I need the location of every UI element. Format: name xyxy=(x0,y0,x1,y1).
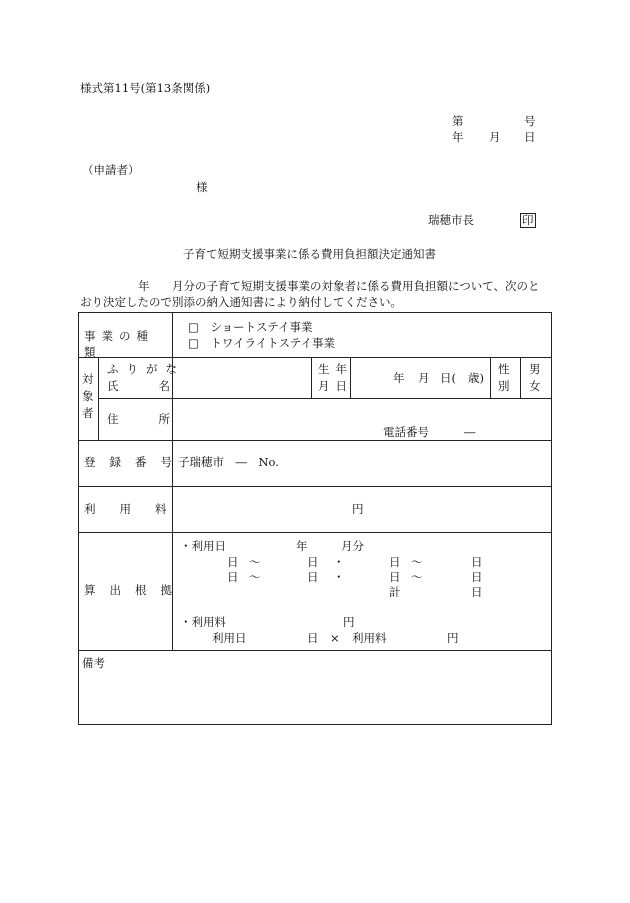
body-year: 年 xyxy=(138,279,150,293)
body-line-1: 月分の子育て短期支援事業の対象者に係る費用負担額について、次のと xyxy=(172,279,540,293)
fee-heading-yen: 円 xyxy=(343,615,355,629)
date-day: 日 xyxy=(524,130,536,144)
fee-heading: ・利用料 xyxy=(180,615,226,629)
fee-label: 利用料 xyxy=(84,502,191,516)
basis-dot: ・ xyxy=(333,570,345,584)
issuer: 瑞穂市長 xyxy=(428,213,474,227)
phone-dash: ― xyxy=(464,425,476,439)
twilight-stay-checkbox[interactable]: □ トワイライトステイ事業 xyxy=(188,336,336,350)
formula-yen: 円 xyxy=(447,631,459,645)
phone-label: 電話番号 xyxy=(383,425,429,439)
basis-tilde: ～ xyxy=(249,570,261,584)
birth-age: 歳) xyxy=(468,371,484,385)
furigana-label: ふりがな xyxy=(107,362,185,376)
applicant-label: （申請者） xyxy=(82,163,140,177)
use-days-heading: ・利用日 xyxy=(180,539,226,553)
basis-total: 計 xyxy=(389,585,401,599)
row-divider xyxy=(78,486,552,487)
basis-day: 日 xyxy=(389,570,401,584)
fee-yen: 円 xyxy=(352,502,364,516)
column-divider xyxy=(520,357,521,398)
use-days-year: 年 xyxy=(296,539,308,553)
date-month: 月 xyxy=(489,130,501,144)
service-type-label xyxy=(84,328,166,360)
address-label: 住所 xyxy=(107,412,210,426)
form-number: 様式第11号(第13条関係) xyxy=(80,81,211,95)
basis-day: 日 xyxy=(227,570,239,584)
sex-female[interactable]: 女 xyxy=(529,379,541,393)
formula-day: 日 xyxy=(307,631,319,645)
basis-day: 日 xyxy=(307,555,319,569)
column-divider xyxy=(98,357,99,440)
seal xyxy=(520,213,536,228)
birth-year: 年 xyxy=(393,371,405,385)
basis-total-day: 日 xyxy=(471,585,483,599)
formula-use-days: 利用日 xyxy=(212,631,247,645)
registration-value: 子瑞穂市 ― No. xyxy=(178,455,279,469)
name-field[interactable] xyxy=(173,358,310,397)
formula-times: × xyxy=(330,631,340,645)
doc-number-suffix: 号 xyxy=(524,114,536,128)
remarks-field[interactable] xyxy=(79,672,551,724)
row-divider xyxy=(78,440,552,441)
doc-number-prefix: 第 xyxy=(452,114,464,128)
sex-label-2: 別 xyxy=(498,379,510,393)
birth-label-1: 生年 xyxy=(318,362,353,376)
date-year: 年 xyxy=(452,130,464,144)
body-line-2: おり決定したので別添の納入通知書により納付してください。 xyxy=(80,295,402,309)
registration-label: 登録番号 xyxy=(84,455,186,469)
basis-day: 日 xyxy=(227,555,239,569)
use-days-month: 月分 xyxy=(341,539,364,553)
honorific: 様 xyxy=(196,180,208,194)
basis-day: 日 xyxy=(471,570,483,584)
sex-male[interactable]: 男 xyxy=(529,362,541,376)
sex-label-1: 性 xyxy=(498,362,510,376)
basis-day: 日 xyxy=(307,570,319,584)
birth-label-2: 月日 xyxy=(318,379,353,393)
basis-tilde: ～ xyxy=(249,555,261,569)
row-divider xyxy=(78,650,552,651)
column-divider xyxy=(490,357,491,398)
basis-label: 算出根拠 xyxy=(84,583,186,597)
subject-label-char: 象 xyxy=(82,389,94,403)
basis-day: 日 xyxy=(389,555,401,569)
column-divider xyxy=(311,357,312,398)
remarks-label: 備考 xyxy=(82,656,105,670)
seal-text: 印 xyxy=(522,213,534,227)
name-label: 氏名 xyxy=(107,379,210,393)
subject-label-char: 対 xyxy=(82,372,94,386)
service-type-label-text: 事業の種類 xyxy=(84,329,154,359)
birth-day: 日( xyxy=(440,371,456,385)
basis-dot: ・ xyxy=(333,555,345,569)
subject-label xyxy=(82,371,94,422)
document-title: 子育て短期支援事業に係る費用負担額決定通知書 xyxy=(183,247,436,261)
row-divider xyxy=(78,532,552,533)
basis-tilde: ～ xyxy=(411,555,423,569)
birth-month: 月 xyxy=(418,371,430,385)
basis-tilde: ～ xyxy=(411,570,423,584)
short-stay-checkbox[interactable]: □ ショートステイ事業 xyxy=(188,320,313,334)
formula-fee: 利用料 xyxy=(352,631,387,645)
basis-day: 日 xyxy=(471,555,483,569)
address-field[interactable] xyxy=(173,399,551,439)
subject-label-char: 者 xyxy=(82,406,94,420)
